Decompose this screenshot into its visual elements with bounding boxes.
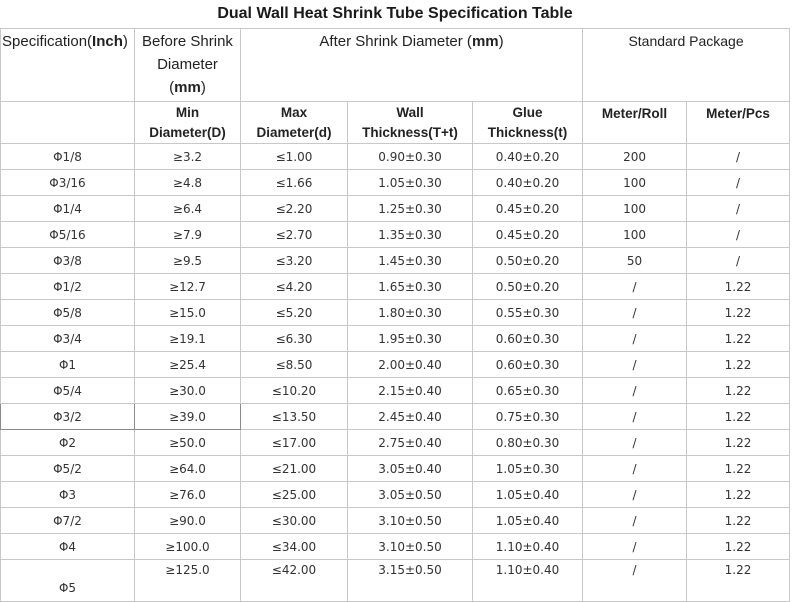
meter-roll-cell: / — [583, 508, 687, 534]
meter-roll-cell: 100 — [583, 222, 687, 248]
wall-thickness-cell: 1.95±0.30 — [348, 326, 473, 352]
glue-thickness-cell: 0.60±0.30 — [473, 352, 583, 378]
spec-cell: Φ3/2 — [1, 404, 135, 430]
meter-pcs-cell: 1.22 — [687, 534, 790, 560]
table-row — [1, 222, 790, 248]
min-diameter-cell: ≥15.0 — [135, 300, 241, 326]
meter-pcs-cell: 1.22 — [687, 274, 790, 300]
glue-thickness-cell: 1.10±0.40 — [473, 534, 583, 560]
max-diameter-cell: ≤42.00 — [241, 560, 348, 602]
wall-thickness-cell: 2.45±0.40 — [348, 404, 473, 430]
spec-cell: Φ1/4 — [1, 196, 135, 222]
table-row — [1, 534, 790, 560]
max-diameter-cell: ≤17.00 — [241, 430, 348, 456]
meter-pcs-cell: / — [687, 170, 790, 196]
glue-thickness-cell: 1.05±0.40 — [473, 508, 583, 534]
max-diameter-cell: ≤1.00 — [241, 144, 348, 170]
wall-thickness-cell: 1.65±0.30 — [348, 274, 473, 300]
wall-thickness-cell: 3.05±0.40 — [348, 456, 473, 482]
spec-cell: Φ5/4 — [1, 378, 135, 404]
min-diameter-cell: ≥9.5 — [135, 248, 241, 274]
wall-thickness-cell: 2.75±0.40 — [348, 430, 473, 456]
header-glue-thickness: Glue Thickness(t) — [473, 102, 583, 144]
meter-pcs-cell: 1.22 — [687, 508, 790, 534]
meter-pcs-cell: / — [687, 248, 790, 274]
header-wall-thickness: Wall Thickness(T+t) — [348, 102, 473, 144]
spec-cell: Φ5/16 — [1, 222, 135, 248]
spec-cell: Φ4 — [1, 534, 135, 560]
header-row-top — [1, 29, 790, 102]
wall-thickness-cell: 2.15±0.40 — [348, 378, 473, 404]
max-diameter-cell: ≤30.00 — [241, 508, 348, 534]
min-diameter-cell: ≥19.1 — [135, 326, 241, 352]
min-diameter-cell: ≥76.0 — [135, 482, 241, 508]
wall-thickness-cell: 1.45±0.30 — [348, 248, 473, 274]
wall-thickness-cell: 1.80±0.30 — [348, 300, 473, 326]
min-diameter-cell: ≥25.4 — [135, 352, 241, 378]
meter-roll-cell: / — [583, 404, 687, 430]
spec-cell: Φ3 — [1, 482, 135, 508]
table-row — [1, 144, 790, 170]
meter-roll-cell: / — [583, 274, 687, 300]
table-row — [1, 274, 790, 300]
glue-thickness-cell: 1.05±0.30 — [473, 456, 583, 482]
meter-pcs-cell: 1.22 — [687, 378, 790, 404]
spec-cell: Φ3/16 — [1, 170, 135, 196]
min-diameter-cell: ≥50.0 — [135, 430, 241, 456]
min-diameter-cell: ≥64.0 — [135, 456, 241, 482]
spec-cell: Φ5/2 — [1, 456, 135, 482]
meter-pcs-cell: / — [687, 222, 790, 248]
header-before-shrink — [135, 29, 241, 102]
meter-pcs-cell: / — [687, 144, 790, 170]
wall-thickness-cell: 1.35±0.30 — [348, 222, 473, 248]
spec-cell: Φ2 — [1, 430, 135, 456]
max-diameter-cell: ≤5.20 — [241, 300, 348, 326]
header-meter-pcs: Meter/Pcs — [687, 102, 790, 144]
glue-thickness-cell: 0.40±0.20 — [473, 144, 583, 170]
table-row — [1, 352, 790, 378]
glue-thickness-cell: 0.65±0.30 — [473, 378, 583, 404]
meter-roll-cell: / — [583, 482, 687, 508]
glue-thickness-cell: 0.80±0.30 — [473, 430, 583, 456]
table-row — [1, 560, 790, 602]
table-row — [1, 170, 790, 196]
glue-thickness-cell: 0.45±0.20 — [473, 196, 583, 222]
table-row — [1, 378, 790, 404]
header-max-diameter: Max Diameter(d) — [241, 102, 348, 144]
meter-pcs-cell: / — [687, 196, 790, 222]
meter-roll-cell: / — [583, 430, 687, 456]
table-row — [1, 248, 790, 274]
min-diameter-cell: ≥7.9 — [135, 222, 241, 248]
glue-thickness-cell: 0.55±0.30 — [473, 300, 583, 326]
max-diameter-cell: ≤8.50 — [241, 352, 348, 378]
glue-thickness-cell: 0.75±0.30 — [473, 404, 583, 430]
max-diameter-cell: ≤34.00 — [241, 534, 348, 560]
max-diameter-cell: ≤2.20 — [241, 196, 348, 222]
before-line-1: Before Shrink — [142, 33, 233, 50]
before-line-2: Diameter — [157, 56, 218, 73]
meter-roll-cell: / — [583, 378, 687, 404]
wall-thickness-cell: 1.25±0.30 — [348, 196, 473, 222]
meter-roll-cell: 200 — [583, 144, 687, 170]
table-title: Dual Wall Heat Shrink Tube Specification Table — [217, 5, 573, 22]
meter-pcs-cell: 1.22 — [687, 404, 790, 430]
glue-thickness-cell: 0.40±0.20 — [473, 170, 583, 196]
glue-thickness-cell: 0.50±0.20 — [473, 274, 583, 300]
spec-cell: Φ5/8 — [1, 300, 135, 326]
meter-roll-cell: / — [583, 456, 687, 482]
table-row — [1, 404, 790, 430]
meter-roll-cell: 100 — [583, 196, 687, 222]
min-diameter-cell: ≥4.8 — [135, 170, 241, 196]
header-row-sub — [1, 102, 790, 144]
meter-pcs-cell: 1.22 — [687, 352, 790, 378]
meter-roll-cell: / — [583, 560, 687, 602]
spec-cell: Φ1/2 — [1, 274, 135, 300]
wall-thickness-cell: 1.05±0.30 — [348, 170, 473, 196]
wall-thickness-cell: 2.00±0.40 — [348, 352, 473, 378]
min-diameter-cell: ≥90.0 — [135, 508, 241, 534]
wall-thickness-cell: 3.10±0.50 — [348, 508, 473, 534]
meter-pcs-cell: 1.22 — [687, 326, 790, 352]
meter-pcs-cell: 1.22 — [687, 560, 790, 602]
wall-thickness-cell: 0.90±0.30 — [348, 144, 473, 170]
meter-pcs-cell: 1.22 — [687, 456, 790, 482]
meter-pcs-cell: 1.22 — [687, 430, 790, 456]
glue-thickness-cell: 0.50±0.20 — [473, 248, 583, 274]
meter-roll-cell: / — [583, 352, 687, 378]
meter-roll-cell: / — [583, 326, 687, 352]
spec-cell: Φ5 — [1, 560, 135, 602]
min-diameter-cell: ≥12.7 — [135, 274, 241, 300]
spec-table — [0, 28, 790, 602]
max-diameter-cell: ≤3.20 — [241, 248, 348, 274]
max-diameter-cell: ≤2.70 — [241, 222, 348, 248]
table-row — [1, 456, 790, 482]
header-standard-package: Standard Package — [583, 29, 790, 102]
min-diameter-cell: ≥100.0 — [135, 534, 241, 560]
spec-cell: Φ1/8 — [1, 144, 135, 170]
header-specification: Specification(Inch) — [1, 29, 135, 102]
meter-roll-cell: 100 — [583, 170, 687, 196]
table-row — [1, 508, 790, 534]
spec-cell: Φ3/4 — [1, 326, 135, 352]
table-row — [1, 326, 790, 352]
min-diameter-cell: ≥3.2 — [135, 144, 241, 170]
table-row — [1, 430, 790, 456]
meter-roll-cell: 50 — [583, 248, 687, 274]
meter-roll-cell: / — [583, 534, 687, 560]
table-row — [1, 196, 790, 222]
before-line-3: (mm) — [169, 79, 206, 96]
meter-pcs-cell: 1.22 — [687, 300, 790, 326]
spec-cell: Φ7/2 — [1, 508, 135, 534]
header-meter-roll: Meter/Roll — [583, 102, 687, 144]
header-after-shrink: After Shrink Diameter (mm) — [241, 29, 583, 102]
max-diameter-cell: ≤6.30 — [241, 326, 348, 352]
glue-thickness-cell: 1.10±0.40 — [473, 560, 583, 602]
min-diameter-cell: ≥125.0 — [135, 560, 241, 602]
min-diameter-cell: ≥30.0 — [135, 378, 241, 404]
glue-thickness-cell: 0.60±0.30 — [473, 326, 583, 352]
max-diameter-cell: ≤4.20 — [241, 274, 348, 300]
glue-thickness-cell: 0.45±0.20 — [473, 222, 583, 248]
max-diameter-cell: ≤1.66 — [241, 170, 348, 196]
glue-thickness-cell: 1.05±0.40 — [473, 482, 583, 508]
max-diameter-cell: ≤13.50 — [241, 404, 348, 430]
header-min-diameter: Min Diameter(D) — [135, 102, 241, 144]
wall-thickness-cell: 3.15±0.50 — [348, 560, 473, 602]
meter-pcs-cell: 1.22 — [687, 482, 790, 508]
wall-thickness-cell: 3.05±0.50 — [348, 482, 473, 508]
meter-roll-cell: / — [583, 300, 687, 326]
max-diameter-cell: ≤10.20 — [241, 378, 348, 404]
spec-cell: Φ1 — [1, 352, 135, 378]
table-row — [1, 300, 790, 326]
min-diameter-cell: ≥6.4 — [135, 196, 241, 222]
header-spec-blank — [1, 102, 135, 144]
table-row — [1, 482, 790, 508]
min-diameter-cell: ≥39.0 — [135, 404, 241, 430]
wall-thickness-cell: 3.10±0.50 — [348, 534, 473, 560]
max-diameter-cell: ≤25.00 — [241, 482, 348, 508]
max-diameter-cell: ≤21.00 — [241, 456, 348, 482]
spec-cell: Φ3/8 — [1, 248, 135, 274]
